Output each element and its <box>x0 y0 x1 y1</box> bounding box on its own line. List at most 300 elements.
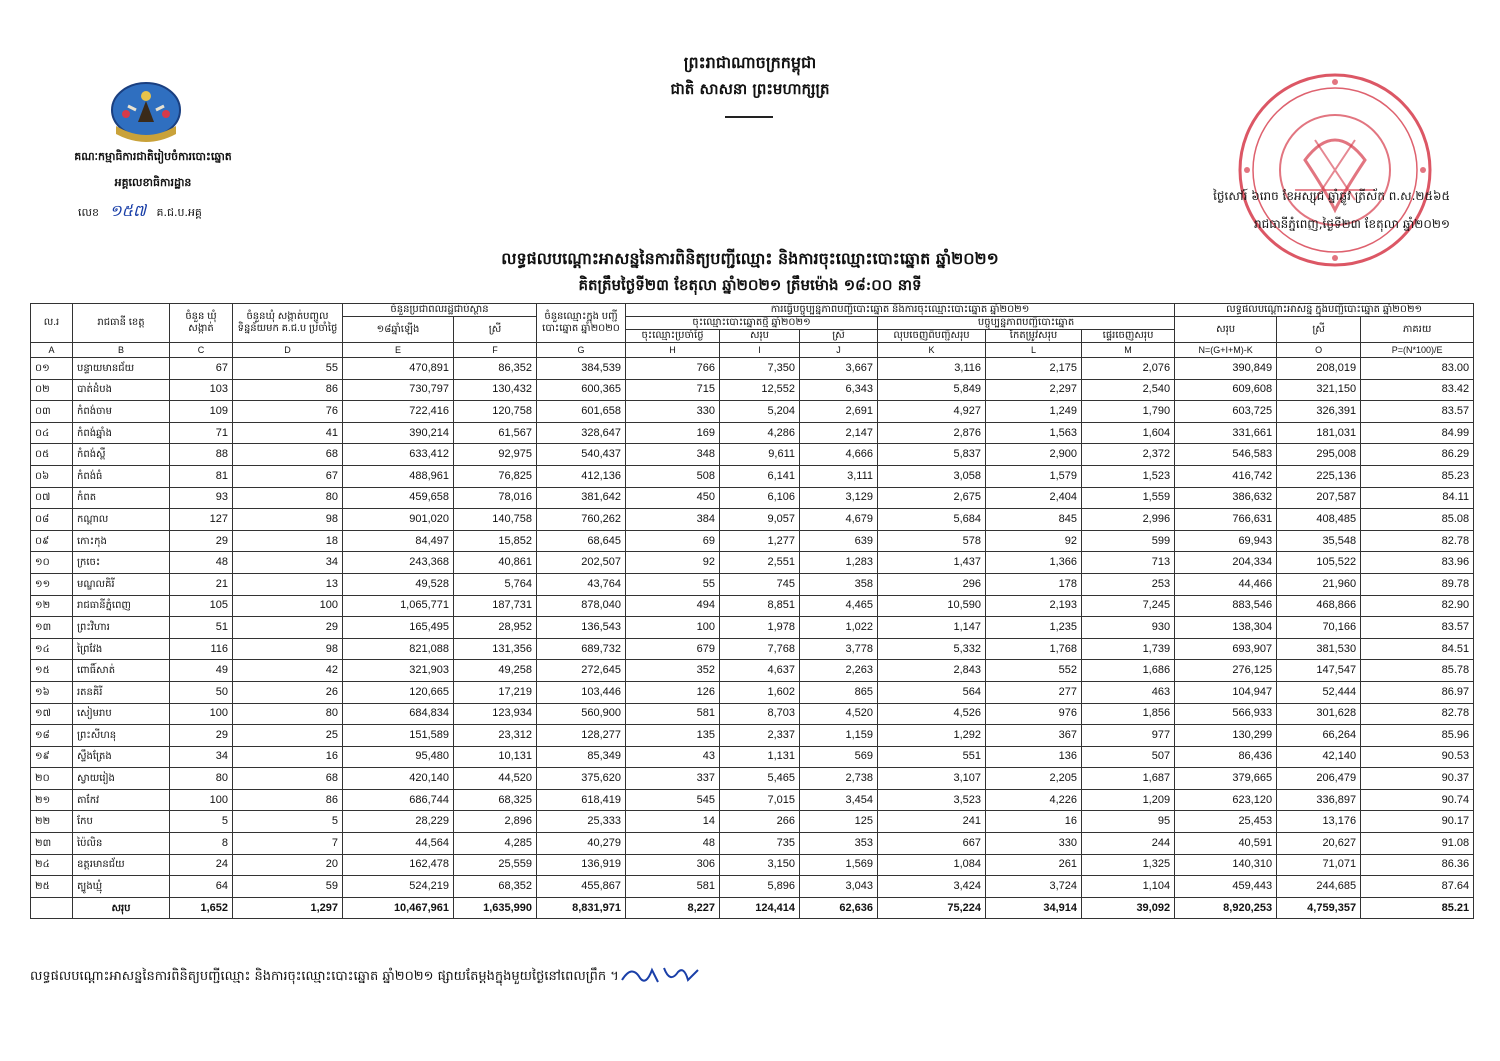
cell-p: 82.90 <box>1361 595 1474 617</box>
cell-l: 1,768 <box>986 638 1082 660</box>
cell-g: 381,642 <box>537 487 626 509</box>
cell-n: 40,591 <box>1175 833 1277 855</box>
cell-n: 104,947 <box>1175 681 1277 703</box>
cell-f: 40,861 <box>454 552 537 574</box>
table-row <box>31 509 1474 531</box>
cell-m: 244 <box>1082 833 1175 855</box>
cell-h: 100 <box>626 617 720 639</box>
cell-province: កំពង់ធំ <box>73 465 170 487</box>
cell-d: 59 <box>233 876 343 898</box>
cell-h: 508 <box>626 465 720 487</box>
cell-i: 7,350 <box>720 358 800 380</box>
cell-i: 5,465 <box>720 768 800 790</box>
cell-m: 7,245 <box>1082 595 1175 617</box>
cell-no: ២១ <box>31 789 73 811</box>
cell-m: 1,856 <box>1082 703 1175 725</box>
cell-k: 241 <box>878 811 986 833</box>
cell-f: 187,731 <box>454 595 537 617</box>
cell-m: 2,372 <box>1082 444 1175 466</box>
cell-k: 3,116 <box>878 358 986 380</box>
cell-n: 44,466 <box>1175 573 1277 595</box>
cell-j: 125 <box>800 811 878 833</box>
cell-h: 55 <box>626 573 720 595</box>
cell-j: 2,147 <box>800 422 878 444</box>
cell-g: 128,277 <box>537 725 626 747</box>
cell-m: 2,996 <box>1082 509 1175 531</box>
cell-n: 546,583 <box>1175 444 1277 466</box>
cell-o: 42,140 <box>1277 746 1361 768</box>
cell-i: 3,150 <box>720 854 800 876</box>
cell-i: 1,978 <box>720 617 800 639</box>
table-row <box>31 703 1474 725</box>
cell-g: 272,645 <box>537 660 626 682</box>
cell-o: 35,548 <box>1277 530 1361 552</box>
cell-l: 2,900 <box>986 444 1082 466</box>
column-letter: O <box>1277 343 1361 358</box>
cell-h: 48 <box>626 833 720 855</box>
cell-p: 86.97 <box>1361 681 1474 703</box>
cell-m: 2,076 <box>1082 358 1175 380</box>
cell-f: 4,285 <box>454 833 537 855</box>
cell-i: 2,551 <box>720 552 800 574</box>
cell-h: 545 <box>626 789 720 811</box>
cell-j: 3,667 <box>800 358 878 380</box>
cell-p: 84.51 <box>1361 638 1474 660</box>
cell-g: 878,040 <box>537 595 626 617</box>
cell-i: 6,141 <box>720 465 800 487</box>
cell-e: 901,020 <box>343 509 454 531</box>
cell-j: 353 <box>800 833 878 855</box>
cell-e: 524,219 <box>343 876 454 898</box>
cell-province: កណ្ដាល <box>73 509 170 531</box>
cell-j: 3,129 <box>800 487 878 509</box>
col-total-new-header: សរុប <box>720 330 800 343</box>
cell-h: 766 <box>626 358 720 380</box>
cell-n: 416,742 <box>1175 465 1277 487</box>
cell-c: 51 <box>170 617 233 639</box>
cell-j: 3,043 <box>800 876 878 898</box>
cell-e: 151,589 <box>343 725 454 747</box>
cell-i: 5,896 <box>720 876 800 898</box>
cell-k: 3,107 <box>878 768 986 790</box>
cell-p: 85.96 <box>1361 725 1474 747</box>
cell-p: 85.23 <box>1361 465 1474 487</box>
nec-logo <box>108 80 184 144</box>
cell-h: 306 <box>626 854 720 876</box>
cell-i: 2,337 <box>720 725 800 747</box>
cell-i: 12,552 <box>720 379 800 401</box>
cell-k: 2,843 <box>878 660 986 682</box>
cell-l: 178 <box>986 573 1082 595</box>
cell-e: 1,065,771 <box>343 595 454 617</box>
total-row <box>31 897 1474 919</box>
cell-m: 1,686 <box>1082 660 1175 682</box>
cell-c: 93 <box>170 487 233 509</box>
cell-j: 569 <box>800 746 878 768</box>
cell-o: 66,264 <box>1277 725 1361 747</box>
cell-e: 390,214 <box>343 422 454 444</box>
table-row <box>31 746 1474 768</box>
col-corrected-header: កែតម្រូវសរុប <box>986 330 1082 343</box>
cell-j: 6,343 <box>800 379 878 401</box>
cell-n: 130,299 <box>1175 725 1277 747</box>
cell-o: 468,866 <box>1277 595 1361 617</box>
cell-d: 68 <box>233 444 343 466</box>
cell-j: 3,111 <box>800 465 878 487</box>
cell-m: 1,325 <box>1082 854 1175 876</box>
cell-i: 1,277 <box>720 530 800 552</box>
cell-j: 2,691 <box>800 401 878 423</box>
cell-no: ១២ <box>31 595 73 617</box>
cell-g: 68,645 <box>537 530 626 552</box>
cell-province: រាជធានីភ្នំពេញ <box>73 595 170 617</box>
cell-p: 86.29 <box>1361 444 1474 466</box>
header-divider <box>725 116 773 118</box>
cell-d: 98 <box>233 638 343 660</box>
table-row <box>31 379 1474 401</box>
cell-no <box>31 897 73 919</box>
nation-motto: ជាតិ សាសនា ព្រះមហាក្សត្រ <box>670 80 830 98</box>
cell-g: 85,349 <box>537 746 626 768</box>
column-letter: L <box>986 343 1082 358</box>
cell-h: 679 <box>626 638 720 660</box>
column-letter: D <box>233 343 343 358</box>
cell-e: 730,797 <box>343 379 454 401</box>
cell-k: 296 <box>878 573 986 595</box>
cell-j: 4,666 <box>800 444 878 466</box>
cell-p: 83.57 <box>1361 401 1474 423</box>
cell-k: 5,849 <box>878 379 986 401</box>
cell-p: 82.78 <box>1361 703 1474 725</box>
cell-no: ០៨ <box>31 509 73 531</box>
cell-c: 29 <box>170 530 233 552</box>
cell-i: 735 <box>720 833 800 855</box>
cell-c: 5 <box>170 811 233 833</box>
cell-no: ០៥ <box>31 444 73 466</box>
cell-province: កោះកុង <box>73 530 170 552</box>
cell-k: 4,927 <box>878 401 986 423</box>
cell-e: 488,961 <box>343 465 454 487</box>
cell-no: ២២ <box>31 811 73 833</box>
cell-f: 86,352 <box>454 358 537 380</box>
cell-j: 639 <box>800 530 878 552</box>
table-row <box>31 465 1474 487</box>
total-cell-c: 1,652 <box>170 897 233 919</box>
cell-j: 4,520 <box>800 703 878 725</box>
column-letter: B <box>73 343 170 358</box>
cell-f: 61,567 <box>454 422 537 444</box>
cell-p: 82.78 <box>1361 530 1474 552</box>
total-cell-n: 8,920,253 <box>1175 897 1277 919</box>
cell-l: 16 <box>986 811 1082 833</box>
cell-e: 165,495 <box>343 617 454 639</box>
col-female-new-header: ស្រី <box>800 330 878 343</box>
cell-g: 40,279 <box>537 833 626 855</box>
column-letter: F <box>454 343 537 358</box>
total-cell-j: 62,636 <box>800 897 878 919</box>
cell-c: 49 <box>170 660 233 682</box>
column-letter: E <box>343 343 454 358</box>
table-row <box>31 833 1474 855</box>
cell-no: ០១ <box>31 358 73 380</box>
cell-m: 1,209 <box>1082 789 1175 811</box>
upd-group-header: បច្ចុប្បន្នភាពបញ្ជីបោះឆ្នោត <box>878 317 1175 330</box>
cell-c: 103 <box>170 379 233 401</box>
cell-no: ១៣ <box>31 617 73 639</box>
cell-k: 4,526 <box>878 703 986 725</box>
cell-m: 463 <box>1082 681 1175 703</box>
cell-m: 930 <box>1082 617 1175 639</box>
cell-no: ១៥ <box>31 660 73 682</box>
table-body <box>31 358 1474 919</box>
col-province-header: រាជធានី ខេត្ត <box>73 304 170 343</box>
cell-f: 17,219 <box>454 681 537 703</box>
cell-k: 564 <box>878 681 986 703</box>
cell-p: 87.64 <box>1361 876 1474 898</box>
cell-o: 181,031 <box>1277 422 1361 444</box>
cell-j: 2,738 <box>800 768 878 790</box>
cell-h: 581 <box>626 876 720 898</box>
cell-h: 384 <box>626 509 720 531</box>
cell-d: 100 <box>233 595 343 617</box>
cell-province: កែប <box>73 811 170 833</box>
cell-c: 24 <box>170 854 233 876</box>
table-row <box>31 725 1474 747</box>
cell-h: 169 <box>626 422 720 444</box>
cell-f: 44,520 <box>454 768 537 790</box>
footnote: លទ្ធផលបណ្ដោះអាសន្ននៃការពិនិត្យបញ្ជីឈ្មោះ និងការចុះឈ្មោះបោះឆ្នោត ឆ្នាំ២០២១ ផ្សាយតែម្ដងក្នុងមួយថ្ងៃនៅពេលព្រឹក ។ <box>30 969 619 984</box>
cell-n: 609,608 <box>1175 379 1277 401</box>
column-letter: N=(G+I+M)-K <box>1175 343 1277 358</box>
cell-province: តាកែវ <box>73 789 170 811</box>
cell-k: 5,332 <box>878 638 986 660</box>
cell-no: ២០ <box>31 768 73 790</box>
cell-o: 206,479 <box>1277 768 1361 790</box>
cell-i: 1,602 <box>720 681 800 703</box>
cell-g: 375,620 <box>537 768 626 790</box>
table-row <box>31 854 1474 876</box>
col-deleted-header: លុបចេញពីបញ្ជីសរុប <box>878 330 986 343</box>
cell-e: 49,528 <box>343 573 454 595</box>
cell-h: 330 <box>626 401 720 423</box>
cell-province: ប៉ៃលិន <box>73 833 170 855</box>
cell-h: 69 <box>626 530 720 552</box>
column-letter: I <box>720 343 800 358</box>
table-row <box>31 552 1474 574</box>
cell-n: 623,120 <box>1175 789 1277 811</box>
cell-m: 1,104 <box>1082 876 1175 898</box>
cell-c: 67 <box>170 358 233 380</box>
total-cell-p: 85.21 <box>1361 897 1474 919</box>
cell-m: 2,540 <box>1082 379 1175 401</box>
cell-p: 90.17 <box>1361 811 1474 833</box>
cell-o: 295,008 <box>1277 444 1361 466</box>
total-cell-o: 4,759,357 <box>1277 897 1361 919</box>
cell-f: 78,016 <box>454 487 537 509</box>
cell-no: ១៨ <box>31 725 73 747</box>
cell-m: 1,739 <box>1082 638 1175 660</box>
total-label: សរុប <box>73 897 170 919</box>
cell-j: 1,283 <box>800 552 878 574</box>
cell-no: ១៤ <box>31 638 73 660</box>
cell-p: 84.11 <box>1361 487 1474 509</box>
cell-h: 126 <box>626 681 720 703</box>
cell-l: 136 <box>986 746 1082 768</box>
total-cell-f: 1,635,990 <box>454 897 537 919</box>
cell-j: 1,569 <box>800 854 878 876</box>
cell-province: ឧត្តរមានជ័យ <box>73 854 170 876</box>
cell-m: 253 <box>1082 573 1175 595</box>
table-row <box>31 638 1474 660</box>
cell-l: 261 <box>986 854 1082 876</box>
cell-n: 459,443 <box>1175 876 1277 898</box>
cell-o: 13,176 <box>1277 811 1361 833</box>
cell-k: 1,084 <box>878 854 986 876</box>
signature-initials <box>618 962 708 988</box>
cell-province: មណ្ឌលគិរី <box>73 573 170 595</box>
cell-d: 13 <box>233 573 343 595</box>
table-row <box>31 401 1474 423</box>
cell-g: 136,919 <box>537 854 626 876</box>
cell-c: 116 <box>170 638 233 660</box>
cell-p: 89.78 <box>1361 573 1474 595</box>
cell-o: 105,522 <box>1277 552 1361 574</box>
cell-p: 83.00 <box>1361 358 1474 380</box>
cell-e: 633,412 <box>343 444 454 466</box>
cell-k: 5,837 <box>878 444 986 466</box>
col-res-total-header: សរុប <box>1175 317 1277 343</box>
cell-province: ព្រះវិហារ <box>73 617 170 639</box>
reference-suffix: គ.ជ.ប.អគ្គ <box>156 206 202 219</box>
cell-g: 103,446 <box>537 681 626 703</box>
cell-f: 123,934 <box>454 703 537 725</box>
cell-l: 92 <box>986 530 1082 552</box>
cell-h: 14 <box>626 811 720 833</box>
cell-c: 88 <box>170 444 233 466</box>
cell-l: 3,724 <box>986 876 1082 898</box>
cell-j: 1,022 <box>800 617 878 639</box>
cell-m: 1,687 <box>1082 768 1175 790</box>
cell-e: 470,891 <box>343 358 454 380</box>
cell-h: 450 <box>626 487 720 509</box>
total-cell-g: 8,831,971 <box>537 897 626 919</box>
cell-j: 4,679 <box>800 509 878 531</box>
cell-k: 551 <box>878 746 986 768</box>
cell-g: 384,539 <box>537 358 626 380</box>
table-row <box>31 681 1474 703</box>
cell-l: 2,404 <box>986 487 1082 509</box>
cell-l: 1,579 <box>986 465 1082 487</box>
cell-o: 244,685 <box>1277 876 1361 898</box>
report-title: លទ្ធផលបណ្ដោះអាសន្ននៃការពិនិត្យបញ្ជីឈ្មោះ និងការចុះឈ្មោះបោះឆ្នោត ឆ្នាំ២០២១ <box>501 249 999 268</box>
cell-e: 821,088 <box>343 638 454 660</box>
cell-f: 10,131 <box>454 746 537 768</box>
cell-g: 328,647 <box>537 422 626 444</box>
cell-no: ១៧ <box>31 703 73 725</box>
cell-o: 207,587 <box>1277 487 1361 509</box>
cell-no: ០៤ <box>31 422 73 444</box>
cell-no: ០៩ <box>31 530 73 552</box>
col-no-header: ល.រ <box>31 304 73 343</box>
cell-m: 713 <box>1082 552 1175 574</box>
cell-h: 352 <box>626 660 720 682</box>
reference-label: លេខ <box>78 206 99 219</box>
column-letter: G <box>537 343 626 358</box>
cell-h: 92 <box>626 552 720 574</box>
cell-p: 90.53 <box>1361 746 1474 768</box>
cell-no: ២៥ <box>31 876 73 898</box>
cell-f: 140,758 <box>454 509 537 531</box>
cell-k: 667 <box>878 833 986 855</box>
cell-p: 90.74 <box>1361 789 1474 811</box>
cell-j: 1,159 <box>800 725 878 747</box>
cell-i: 745 <box>720 573 800 595</box>
cell-k: 10,590 <box>878 595 986 617</box>
cell-m: 1,523 <box>1082 465 1175 487</box>
cell-no: ១៩ <box>31 746 73 768</box>
cell-k: 3,523 <box>878 789 986 811</box>
cell-no: ២៣ <box>31 833 73 855</box>
cell-f: 120,758 <box>454 401 537 423</box>
cell-k: 2,675 <box>878 487 986 509</box>
cell-p: 86.36 <box>1361 854 1474 876</box>
cell-no: ០២ <box>31 379 73 401</box>
cell-p: 84.99 <box>1361 422 1474 444</box>
cell-o: 147,547 <box>1277 660 1361 682</box>
cell-d: 26 <box>233 681 343 703</box>
cell-l: 1,366 <box>986 552 1082 574</box>
table-row <box>31 444 1474 466</box>
report-subtitle: គិតត្រឹមថ្ងៃទី២៣ ខែតុលា ឆ្នាំ២០២១ ត្រឹមម៉ោង ១៨:០០ នាទី <box>578 276 922 294</box>
cell-i: 7,768 <box>720 638 800 660</box>
cell-d: 67 <box>233 465 343 487</box>
cell-k: 1,437 <box>878 552 986 574</box>
cell-c: 34 <box>170 746 233 768</box>
cell-n: 386,632 <box>1175 487 1277 509</box>
table-row <box>31 487 1474 509</box>
cell-d: 18 <box>233 530 343 552</box>
cell-l: 976 <box>986 703 1082 725</box>
cell-c: 81 <box>170 465 233 487</box>
date-solar: រាជធានីភ្នំពេញ,ថ្ងៃទី២៣ ខែតុលា ឆ្នាំ២០២១ <box>1253 217 1450 231</box>
col-communes-header: ចំនួន ឃុំ សង្កាត់ <box>170 304 233 343</box>
cell-province: សៀមរាប <box>73 703 170 725</box>
cell-p: 83.42 <box>1361 379 1474 401</box>
cell-k: 3,058 <box>878 465 986 487</box>
cell-k: 1,292 <box>878 725 986 747</box>
cell-e: 95,480 <box>343 746 454 768</box>
cell-no: ០៧ <box>31 487 73 509</box>
cell-d: 80 <box>233 487 343 509</box>
cell-no: ១៦ <box>31 681 73 703</box>
cell-n: 25,453 <box>1175 811 1277 833</box>
cell-j: 358 <box>800 573 878 595</box>
cell-province: ព្រះសីហនុ <box>73 725 170 747</box>
cell-c: 48 <box>170 552 233 574</box>
population-group-header: ចំនួនប្រជាពលរដ្ឋជាប់ស្ថាន <box>343 304 537 317</box>
cell-c: 29 <box>170 725 233 747</box>
cell-e: 162,478 <box>343 854 454 876</box>
cell-i: 4,637 <box>720 660 800 682</box>
cell-n: 766,631 <box>1175 509 1277 531</box>
table-row <box>31 617 1474 639</box>
cell-f: 68,325 <box>454 789 537 811</box>
cell-k: 3,424 <box>878 876 986 898</box>
cell-c: 109 <box>170 401 233 423</box>
cell-l: 552 <box>986 660 1082 682</box>
cell-l: 4,226 <box>986 789 1082 811</box>
cell-e: 321,903 <box>343 660 454 682</box>
